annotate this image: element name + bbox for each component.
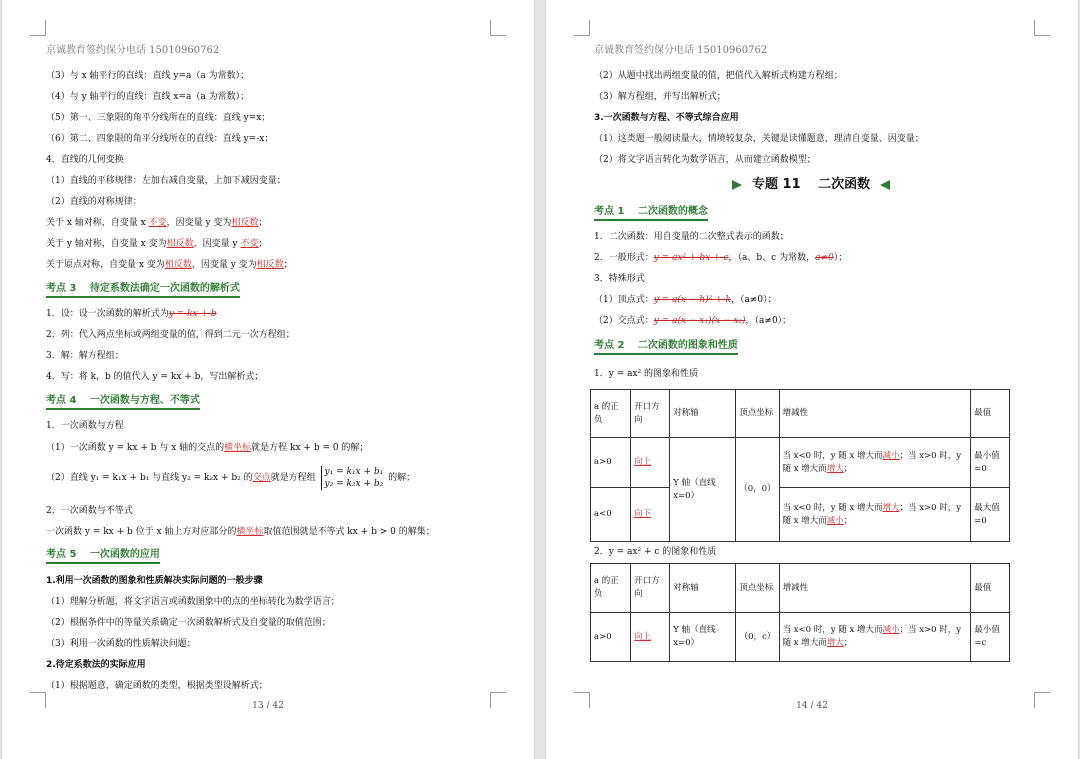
answer-blank: 横坐标 — [236, 527, 264, 537]
page-header: 京诚教育签约保分电话 15010960762 — [594, 45, 768, 56]
symmetry-x-line — [46, 216, 267, 230]
table-header-cell: 对称轴 — [670, 564, 736, 613]
table-cell: 最大值 =0 — [971, 488, 1010, 542]
text-line: （1）直线的平移规律：左加右减自变量，上加下减因变量； — [46, 176, 286, 186]
text-span: ，（a≠0）； — [745, 316, 792, 326]
crop-mark — [574, 20, 590, 36]
text-span: 关于原点对称，自变量 x 变为 — [46, 260, 165, 270]
text-span: 关于 x 轴对称，自变量 x — [46, 218, 149, 228]
equation-system — [321, 466, 384, 490]
text-line — [594, 293, 777, 307]
text-line: （6）第二、四象限的角平分线所在的直线：直线 y=-x； — [46, 134, 274, 144]
table-cell: Y 轴（直线 x=0） — [670, 613, 736, 662]
crop-mark — [30, 20, 46, 36]
page-number: 14 / 42 — [796, 701, 828, 711]
text-span: 一次函数 y = kx + b 位于 x 轴上方对应部分的 — [46, 527, 237, 537]
formula-blank: a≠0 — [815, 253, 834, 263]
formula-blank: y = ax² + bx + c — [653, 253, 729, 263]
text-span: ； — [258, 239, 268, 249]
text-line — [46, 307, 217, 321]
properties-table-2 — [590, 563, 1010, 662]
answer-blank: 向上 — [634, 457, 652, 467]
table-cell: （0，c） — [736, 613, 779, 662]
answer-blank: 向上 — [634, 631, 652, 642]
text-span: ，因变量 y — [193, 239, 241, 249]
table-header-row — [591, 564, 1010, 613]
text-line: （3）利用一次函数的性质解决问题； — [46, 639, 196, 649]
text-span: ； — [258, 218, 268, 228]
answer-blank: 减小 — [882, 450, 900, 461]
text-span: （1）一次函数 y = kx + b 与 x 轴的交点的 — [46, 443, 225, 453]
properties-table-1 — [590, 389, 1010, 542]
text-span: 当 x<0 时，y 随 x 增大而 — [782, 625, 883, 635]
table-row — [591, 488, 1010, 542]
table-cell: （0，0） — [736, 438, 779, 542]
text-span: ；当 x>0 时，y 随 x 增大而 — [782, 450, 962, 474]
table-cell: a>0 — [591, 613, 631, 662]
table-header-cell: 顶点坐标 — [736, 564, 779, 613]
table-header-cell: a 的正负 — [591, 564, 631, 613]
table-cell: 最小值 =0 — [971, 438, 1010, 488]
table-cell — [631, 438, 670, 488]
section-heading: 考点 2 二次函数的图象和性质 — [594, 339, 738, 355]
text-line — [46, 441, 368, 455]
text-span: ，（a≠0）； — [730, 295, 777, 305]
section-heading: 考点 3 待定系数法确定一次函数的解析式 — [46, 282, 240, 298]
text-line: （1）这类题一般阅读量大，情境较复杂，关键是读懂题意，理清自变量、因变量； — [594, 134, 924, 144]
document-page-13 — [2, 0, 534, 759]
answer-blank: 相反数 — [164, 260, 192, 270]
answer-blank: 相反数 — [256, 260, 284, 270]
table-header-cell: a 的正负 — [591, 390, 631, 438]
table-header-cell: 增减性 — [779, 564, 971, 613]
text-line: （3）解方程组，并写出解析式； — [594, 92, 726, 102]
table-header-cell: 开口方向 — [631, 390, 670, 438]
section-heading: 考点 1 二次函数的概念 — [594, 205, 708, 221]
text-span: 关于 y 轴对称，自变量 x 变为 — [46, 239, 167, 249]
text-span: ； — [843, 638, 853, 648]
text-span: ；当 x>0 时，y 随 x 增大而 — [782, 625, 962, 648]
answer-blank: 减小 — [826, 515, 844, 526]
text-line — [594, 251, 847, 265]
table-cell — [779, 488, 971, 542]
text-span: 就是方程组 — [270, 473, 316, 483]
text-line: （1）理解分析题，将文字语言或函数图象中的点的坐标转化为数学语言； — [46, 597, 340, 607]
table-row — [591, 613, 1010, 662]
table-caption: 2．y = ax² + c 的图象和性质 — [594, 547, 717, 557]
text-span: ，因变量 y 变为 — [166, 218, 232, 228]
table-caption: 1．y = ax² 的图象和性质 — [594, 369, 698, 379]
table-cell: 最小值 =c — [971, 613, 1010, 662]
text-span: ； — [283, 260, 293, 270]
answer-blank: 相反数 — [166, 239, 194, 249]
page-header: 京诚教育签约保分电话 15010960762 — [46, 45, 220, 56]
document-page-14 — [546, 0, 1078, 759]
topic-title-text: 专题 11 二次函数 — [752, 177, 871, 192]
text-line: （2）直线的对称规律： — [46, 197, 142, 207]
table-header-cell: 对称轴 — [670, 390, 736, 438]
table-header-row — [591, 390, 1010, 438]
text-line: 1．二次函数：用自变量的二次整式表示的函数； — [594, 232, 789, 242]
text-span: 就是方程 kx + b = 0 的解； — [251, 443, 369, 453]
formula-blank: y = kx + b — [168, 309, 217, 319]
table-cell: Y 轴（直线 x=0） — [670, 438, 736, 542]
text-span: 取值范围就是不等式 kx + b > 0 的解集； — [263, 527, 435, 537]
text-span: ，因变量 y 变为 — [191, 260, 257, 270]
table-cell — [631, 488, 670, 542]
text-span: （1）顶点式： — [594, 295, 654, 305]
text-span: ；当 x>0 时，y 随 x 增大而 — [782, 502, 962, 526]
text-span: ； — [843, 515, 853, 526]
text-line: （1）根据题意，确定函数的类型，根据类型设解析式； — [46, 681, 268, 691]
table-header-cell: 顶点坐标 — [736, 390, 779, 438]
text-span: 当 x<0 时，y 随 x 增大而 — [782, 502, 883, 513]
text-line: 3．特殊形式 — [594, 274, 645, 284]
answer-blank: 横坐标 — [224, 443, 252, 453]
subsection-title: 1.利用一次函数的图象和性质解决实际问题的一般步骤 — [46, 576, 263, 586]
answer-blank: 不变 — [240, 239, 259, 249]
table-header-cell: 最值 — [971, 390, 1010, 438]
answer-blank: 减小 — [882, 625, 900, 635]
text-span: 当 x<0 时，y 随 x 增大而 — [782, 450, 883, 461]
answer-blank: 相反数 — [231, 218, 259, 228]
topic-title — [732, 173, 890, 192]
table-cell — [779, 613, 971, 662]
text-line — [46, 525, 435, 539]
text-span: 1．设：设一次函数的解析式为 — [46, 309, 169, 319]
text-line: 3．解：解方程组； — [46, 351, 124, 361]
text-line — [46, 466, 415, 490]
table-header-cell: 增减性 — [779, 390, 971, 438]
answer-blank: 增大 — [826, 463, 844, 474]
answer-blank: 向下 — [634, 509, 652, 519]
table-cell — [779, 438, 971, 488]
text-line: （5）第一、三象限的角平分线所在的直线：直线 y=x； — [46, 113, 271, 123]
answer-blank: 增大 — [882, 502, 900, 513]
text-span: （2）交点式： — [594, 316, 654, 326]
table-cell — [631, 613, 670, 662]
text-line: 1．一次函数与方程 — [46, 421, 124, 431]
text-line: （2）将文字语言转化为数学语言，从而建立函数模型； — [594, 155, 816, 165]
text-span: ）； — [833, 253, 848, 263]
page-number: 13 / 42 — [252, 701, 284, 711]
text-line: 2．列：代入两点坐标或两组变量的值，得到二元一次方程组； — [46, 330, 295, 340]
answer-blank: 交点 — [252, 473, 271, 483]
crop-mark — [490, 20, 506, 36]
text-line: （2）根据条件中的等量关系确定一次函数解析式及自变量的取值范围； — [46, 618, 331, 628]
crop-mark — [1034, 20, 1050, 36]
table-header-cell: 最值 — [971, 564, 1010, 613]
text-span: ； — [843, 463, 853, 474]
table-cell: a>0 — [591, 438, 631, 488]
text-line: 4．直线的几何变换 — [46, 155, 124, 165]
subsection-title: 2.待定系数法的实际应用 — [46, 660, 146, 670]
text-line: 4．写：将 k，b 的值代入 y = kx + b，写出解析式； — [46, 372, 264, 382]
table-cell: a<0 — [591, 488, 631, 542]
text-line: （4）与 y 轴平行的直线：直线 x=a（a 为常数）； — [46, 92, 250, 102]
text-line — [594, 314, 791, 328]
equation: y₂ = k₂x + b₂ — [324, 479, 384, 489]
table-header-cell: 开口方向 — [631, 564, 670, 613]
symmetry-y-line — [46, 237, 267, 251]
text-span: 的解； — [388, 473, 416, 483]
text-span: 2．一般形式： — [594, 253, 654, 263]
symmetry-origin-line — [46, 258, 293, 272]
subsection-title: 3.一次函数与方程、不等式综合应用 — [594, 113, 739, 123]
text-line: （3）与 x 轴平行的直线：直线 y=a（a 为常数）； — [46, 71, 250, 81]
arrow-right-icon — [732, 180, 742, 190]
formula-blank: y = a(x − h)² + k — [653, 295, 731, 305]
section-heading: 考点 4 一次函数与方程、不等式 — [46, 394, 200, 410]
text-line: 2．一次函数与不等式 — [46, 506, 133, 516]
text-span: （2）直线 y₁ = k₁x + b₁ 与直线 y₂ = k₂x + b₂ 的 — [46, 473, 253, 483]
section-heading: 考点 5 一次函数的应用 — [46, 548, 160, 564]
formula-blank: y = a(x − x₁)(x − x₂) — [653, 316, 746, 326]
answer-blank: 增大 — [826, 638, 844, 648]
arrow-left-icon — [880, 180, 890, 190]
answer-blank: 不变 — [148, 218, 167, 228]
table-row — [591, 438, 1010, 488]
text-span: ，（a、b、c 为常数， — [728, 253, 816, 263]
equation: y₁ = k₁x + b₁ — [324, 467, 384, 477]
text-line: （2）从题中找出两组变量的值，把值代入解析式构建方程组； — [594, 71, 843, 81]
